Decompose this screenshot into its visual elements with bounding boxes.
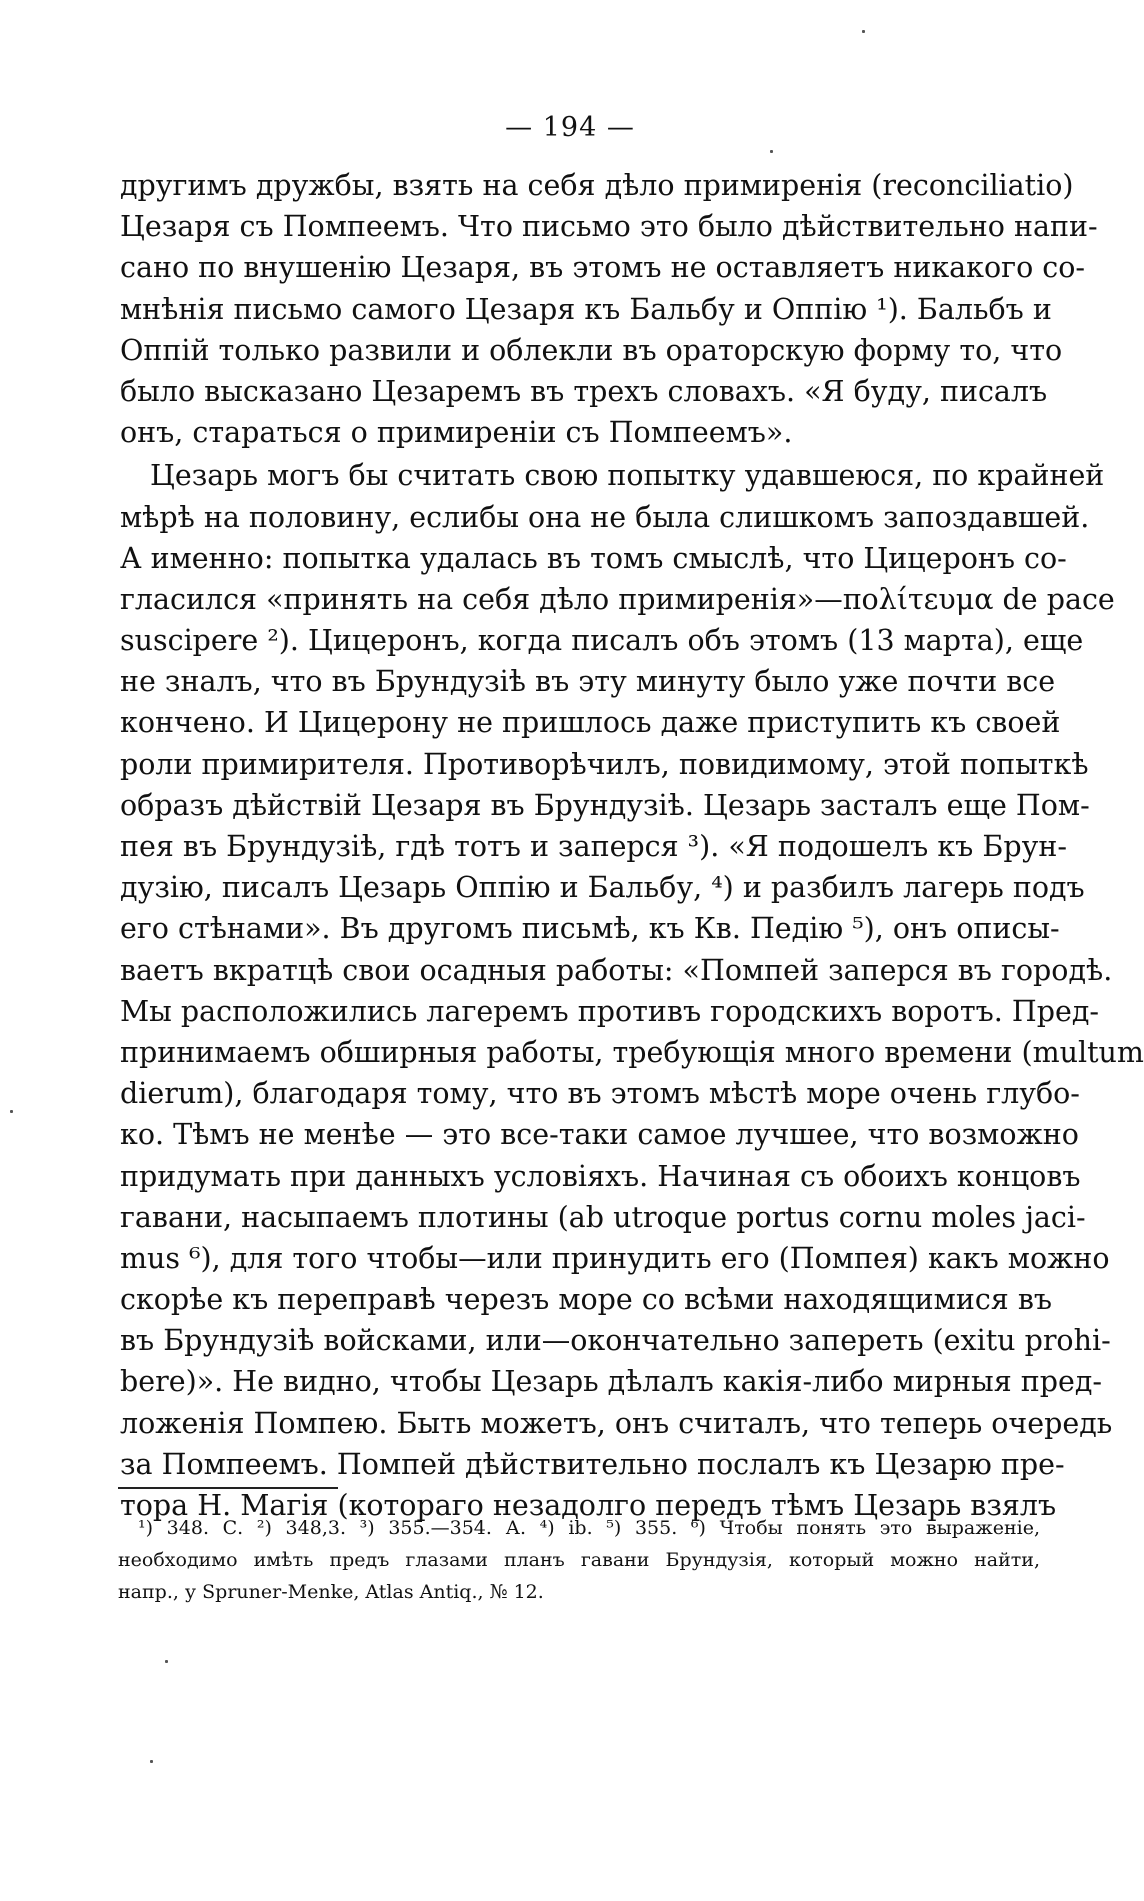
text-line: А именно: попытка удалась въ томъ смыслѣ, что Цицеронъ со- bbox=[120, 541, 1067, 575]
scan-speck bbox=[862, 30, 865, 33]
scan-speck bbox=[10, 1110, 13, 1113]
footnote-line: ¹) 348. С. ²) 348,3. ³) 355.—354. А. ⁴) ib. ⁵) 355. ⁶) Чтобы понять это выраженіе, bbox=[138, 1517, 1040, 1539]
scan-speck bbox=[150, 1760, 153, 1763]
text-line: роли примирителя. Противорѣчилъ, повидимому, этой попыткѣ bbox=[120, 747, 1089, 781]
text-line: принимаемъ обширныя работы, требующія много времени (multum bbox=[120, 1035, 1144, 1069]
text-line: было высказано Цезаремъ въ трехъ словахъ. «Я буду, писалъ bbox=[120, 374, 1048, 408]
text-line: скорѣе къ переправѣ черезъ море со всѣми находящимися въ bbox=[120, 1283, 1053, 1317]
text-line: Оппій только развили и облекли въ ораторскую форму то, что bbox=[120, 333, 1063, 367]
text-line: пея въ Брундузіѣ, гдѣ тотъ и заперся ³). «Я подошелъ къ Брун- bbox=[120, 830, 1067, 863]
text-line: образъ дѣйствій Цезаря въ Брундузіѣ. Цезарь засталъ еще Пом- bbox=[120, 788, 1090, 822]
text-line: dierum), благодаря тому, что въ этомъ мѣстѣ море очень глубо- bbox=[120, 1077, 1080, 1111]
footnotes bbox=[118, 1512, 1040, 1608]
text-line: bere)». Не видно, чтобы Цезарь дѣлалъ какія-либо мирныя пред- bbox=[120, 1365, 1103, 1399]
text-line: Цезаря съ Помпеемъ. Что письмо это было дѣйствительно напи- bbox=[120, 210, 1098, 244]
text-line: тора Н. Магія (котораго незадолго передъ тѣмъ Цезарь взялъ bbox=[120, 1489, 1057, 1522]
text-line: сано по внушенію Цезаря, въ этомъ не оставляетъ никакого со- bbox=[120, 251, 1086, 285]
text-line: Мы расположились лагеремъ противъ городскихъ воротъ. Пред- bbox=[120, 994, 1099, 1028]
page-number: — 194 — bbox=[505, 112, 635, 143]
text-line: придумать при данныхъ условіяхъ. Начиная съ обоихъ концовъ bbox=[120, 1159, 1081, 1193]
text-line: ваетъ вкратцѣ свои осадныя работы: «Помпей заперся въ городѣ. bbox=[120, 953, 1113, 987]
footnote-line: напр., у Spruner-Menke, Atlas Antiq., № 12. bbox=[118, 1581, 544, 1603]
text-line: не зналъ, что въ Брундузіѣ въ эту минуту было уже почти все bbox=[120, 665, 1056, 699]
text-line: за Помпеемъ. Помпей дѣйствительно послалъ къ Цезарю пре- bbox=[120, 1447, 1065, 1481]
text-line: Цезарь могъ бы считать свою попытку удавшеюся, по крайней bbox=[150, 459, 1105, 493]
text-line: въ Брундузіѣ войсками, или—окончательно запереть (exitu prohi- bbox=[120, 1324, 1111, 1358]
text-line: мѣрѣ на половину, еслибы она не была слишкомъ запоздавшей. bbox=[120, 500, 1090, 534]
text-line: ко. Тѣмъ не менѣе — это все-таки самое лучшее, что возможно bbox=[120, 1118, 1079, 1152]
main-text bbox=[120, 165, 1144, 1526]
text-line: suscipere ²). Цицеронъ, когда писалъ объ этомъ (13 марта), еще bbox=[120, 624, 1084, 658]
footnote-separator-rule bbox=[118, 1487, 338, 1489]
text-line: дузію, писалъ Цезарь Оппію и Бальбу, ⁴) и разбилъ лагерь подъ bbox=[120, 871, 1085, 905]
text-line: гавани, насыпаемъ плотины (ab utroque portus cornu moles jaci- bbox=[120, 1200, 1086, 1234]
scan-speck bbox=[770, 150, 773, 153]
text-line: ложенія Помпею. Быть можетъ, онъ считалъ, что теперь очередь bbox=[120, 1406, 1113, 1440]
text-line: mus ⁶), для того чтобы—или принудить его (Помпея) какъ можно bbox=[120, 1241, 1110, 1275]
text-line: мнѣнія письмо самого Цезаря къ Бальбу и Оппію ¹). Бальбъ и bbox=[120, 292, 1052, 326]
text-line: другимъ дружбы, взять на себя дѣло примиренія (reconciliatio) bbox=[120, 169, 1074, 202]
text-line: кончено. И Цицерону не пришлось даже приступить къ своей bbox=[120, 706, 1061, 740]
text-line: онъ, стараться о примиреніи съ Помпеемъ». bbox=[120, 416, 793, 450]
text-line: гласился «принять на себя дѣло примиренія»—πολίτευμα de pace bbox=[120, 582, 1115, 616]
text-line: его стѣнами». Въ другомъ письмѣ, къ Кв. Педію ⁵), онъ описы- bbox=[120, 912, 1060, 946]
footnote-line: необходимо имѣть предъ глазами планъ гавани Брундузія, который можно найти, bbox=[118, 1549, 1040, 1571]
scan-speck bbox=[165, 1660, 168, 1663]
